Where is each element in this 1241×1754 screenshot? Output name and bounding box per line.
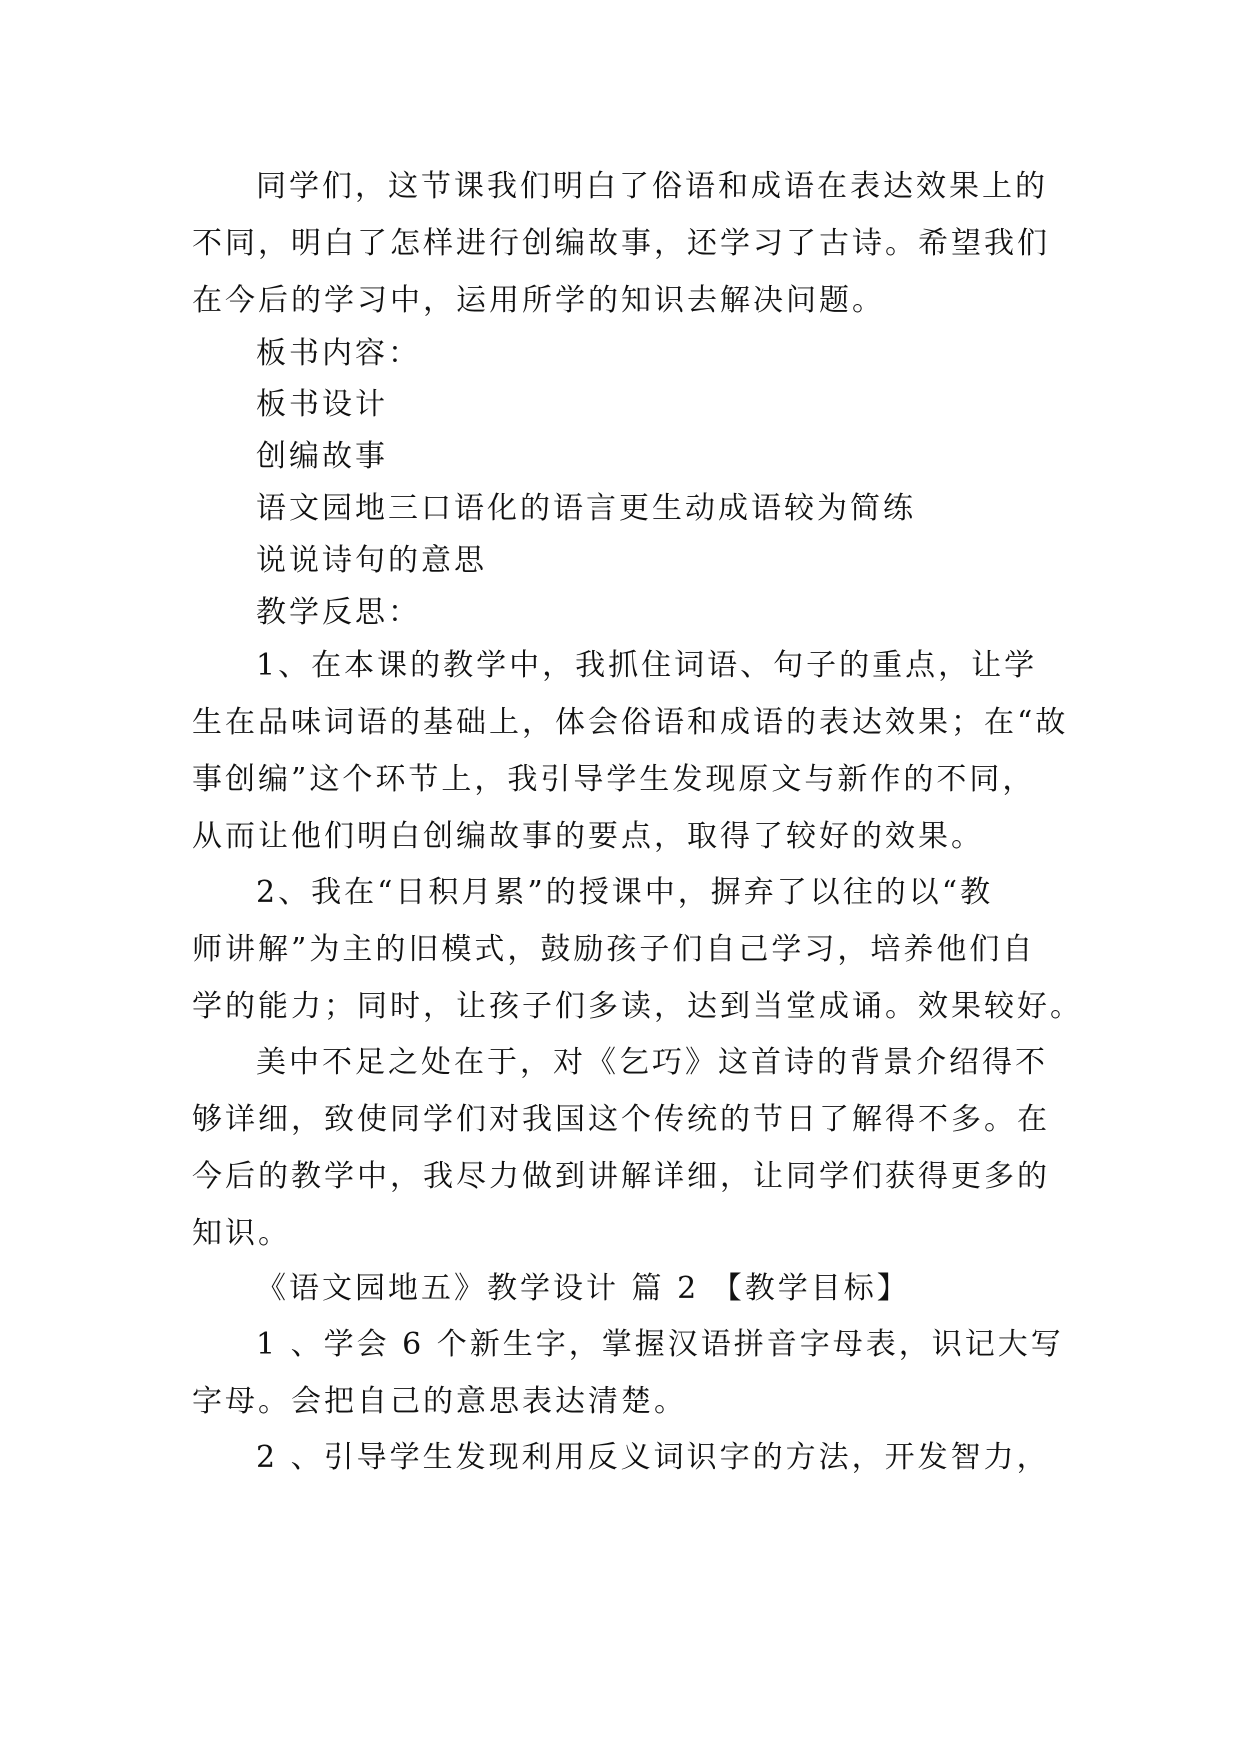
paragraph-line: 学的能力；同时，让孩子们多读，达到当堂成诵。效果较好。 xyxy=(192,989,1083,1024)
section-label: 板书内容： xyxy=(256,336,421,371)
paragraph-line: 够详细，致使同学们对我国这个传统的节日了解得不多。在 xyxy=(192,1102,1050,1137)
paragraph-line: 从而让他们明白创编故事的要点，取得了较好的效果。 xyxy=(192,819,984,854)
paragraph-line: 1 、学会 6 个新生字，掌握汉语拼音字母表，识记大写 xyxy=(256,1327,1064,1362)
paragraph-line: 今后的教学中，我尽力做到讲解详细，让同学们获得更多的 xyxy=(192,1159,1050,1194)
paragraph-line: 2 、引导学生发现利用反义词识字的方法，开发智力， xyxy=(256,1440,1050,1475)
paragraph-line: 事创编”这个环节上，我引导学生发现原文与新作的不同， xyxy=(192,762,1036,797)
paragraph-line: 不同，明白了怎样进行创编故事，还学习了古诗。希望我们 xyxy=(192,226,1050,261)
paragraph-line: 字母。会把自己的意思表达清楚。 xyxy=(192,1384,687,1419)
board-line: 板书设计 xyxy=(256,387,388,422)
paragraph-line: 1、在本课的教学中，我抓住词语、句子的重点，让学 xyxy=(256,648,1038,683)
board-line: 创编故事 xyxy=(256,439,388,474)
paragraph-line: 生在品味词语的基础上，体会俗语和成语的表达效果；在“故 xyxy=(192,705,1069,740)
paragraph-line: 同学们，这节课我们明白了俗语和成语在表达效果上的 xyxy=(256,169,1048,204)
paragraph-line: 师讲解”为主的旧模式，鼓励孩子们自己学习，培养他们自 xyxy=(192,932,1036,967)
paragraph-line: 知识。 xyxy=(192,1216,291,1251)
section-heading: 《语文园地五》教学设计 篇 2 【教学目标】 xyxy=(256,1271,910,1306)
board-line: 语文园地三口语化的语言更生动成语较为简练 xyxy=(256,491,916,526)
board-line: 说说诗句的意思 xyxy=(256,543,487,578)
paragraph-line: 2、我在“日积月累”的授课中，摒弃了以往的以“教 xyxy=(256,875,994,910)
section-label: 教学反思： xyxy=(256,595,421,630)
paragraph-line: 美中不足之处在于，对《乞巧》这首诗的背景介绍得不 xyxy=(256,1045,1048,1080)
paragraph-line: 在今后的学习中，运用所学的知识去解决问题。 xyxy=(192,283,885,318)
